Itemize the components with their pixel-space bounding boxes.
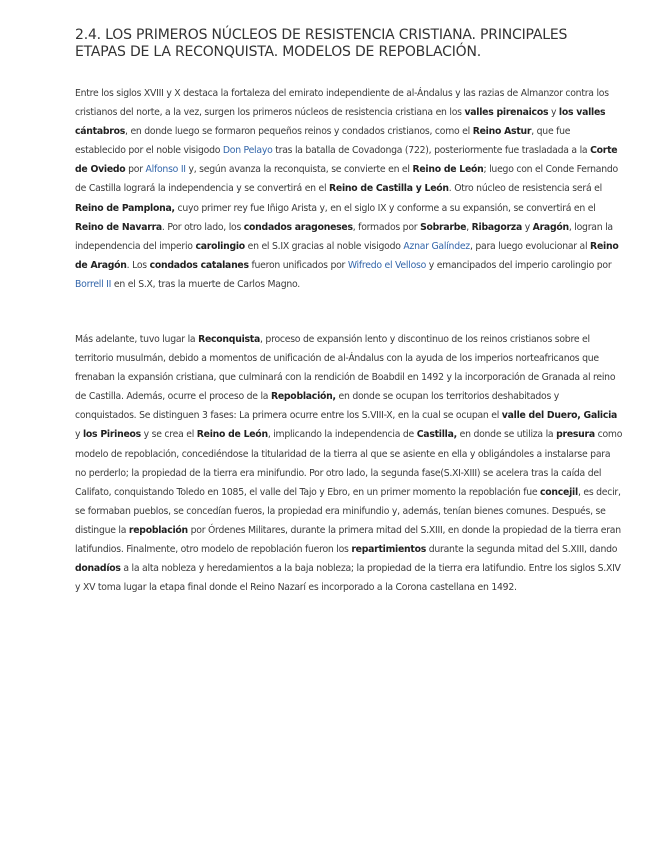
person-link[interactable]: Borrell II (75, 278, 112, 290)
bold-term: Reino Astur (472, 126, 532, 138)
bold-link-term[interactable]: presura (556, 429, 595, 441)
paragraph-early-kingdoms (75, 84, 623, 294)
bold-term: donadíos (75, 563, 121, 575)
person-link[interactable]: Alfonso II (145, 164, 186, 176)
paragraph-reconquista (75, 330, 623, 597)
text-run: , implicando la independencia de (267, 429, 417, 441)
text-run: , para luego evolucionar al (469, 240, 591, 252)
bold-term: Aragón (532, 221, 569, 233)
bold-link-term[interactable]: concejil (540, 486, 578, 498)
text-run: y (75, 429, 83, 441)
bold-term: valles pirenaicos (464, 107, 549, 119)
text-run: Entre los siglos XVIII y X destaca la fortaleza del emirato independiente de al-Ándalus y las razias de Almanzor contra los cristianos del norte, a la vez, surgen los primeros núcleos de resistencia cristiana en los (75, 88, 609, 119)
text-run: en donde se ocupan los territorios deshabitados y conquistados. Se distinguen 3 fases: La primera ocurre entre los S.VIII-X, en la cual se ocupan el (75, 391, 560, 422)
bold-term: Reino de Navarra (75, 221, 162, 233)
text-run: . Por otro lado, los (161, 221, 244, 233)
text-run: , que fue establecido por el noble visigodo (75, 126, 571, 157)
text-run: , en donde luego se formaron pequeños reinos y condados cristianos, como el (125, 126, 473, 138)
text-run: . Otro núcleo de resistencia será el (448, 183, 602, 195)
text-run: en el S.X, tras la muerte de Carlos Magno. (111, 278, 300, 290)
text-run: . Los (126, 259, 150, 271)
bold-term: Reino de Pamplona, (75, 202, 175, 214)
bold-term: Corte de Oviedo (75, 145, 618, 176)
text-run: , (466, 221, 472, 233)
bold-term: valle del Duero, Galicia (501, 410, 618, 422)
person-link[interactable]: Wifredo el Velloso (347, 259, 427, 271)
text-run: y (548, 107, 559, 119)
text-run: fueron unificados por (248, 259, 348, 271)
bold-term: repoblación (128, 524, 188, 536)
person-link[interactable]: Aznar Galíndez (403, 240, 470, 252)
text-run: , es decir, se formaban pueblos, se concedían fueros, la propiedad era minifundio y, además, tenían bienes comunes. Después, se distingue la (75, 486, 621, 536)
bold-term: Reino de Aragón (75, 240, 619, 271)
person-link[interactable]: Don Pelayo (222, 145, 273, 157)
bold-term: Repoblación, (270, 391, 336, 403)
text-run: cuyo primer rey fue Iñigo Arista y, en el siglo IX y conforme a su expansión, se convertirá en el (174, 202, 596, 214)
bold-term: Ribagorza (471, 221, 522, 233)
text-run: , proceso de expansión lento y discontinuo de los reinos cristianos sobre el territorio musulmán, debido a momentos de unificación de al-Ándalus con la ayuda de los imperios norteafricanos que frenaban la expansión cristiana, que culminará con la rendición de Boabdil en 1492 y la incorporación de Granada al reino de Castilla. Además, ocurre el proceso de la (75, 334, 616, 403)
section-heading: 2.4. LOS PRIMEROS NÚCLEOS DE RESISTENCIA CRISTIANA. PRINCIPALES ETAPAS DE LA RECONQUISTA. MODELOS DE REPOBLACIÓN. (75, 27, 568, 60)
text-run: en el S.IX gracias al noble visigodo (244, 240, 404, 252)
bold-term: condados catalanes (149, 259, 249, 271)
bold-term: Reconquista (198, 334, 261, 345)
text-run: durante la segunda mitad del S.XIII, dando (426, 544, 618, 556)
text-run: y se crea el (140, 429, 197, 441)
text-run: ; luego con el Conde Fernando de Castilla logrará la independencia y se convertirá en el (75, 164, 618, 195)
bold-term: carolingio (195, 240, 245, 252)
bold-term: Reino de León (196, 429, 268, 441)
bold-term: condados aragoneses (243, 221, 353, 233)
text-run: y, según avanza la reconquista, se convierte en el (185, 164, 413, 176)
text-run: en donde se utiliza la (456, 429, 557, 441)
bold-term: los Pirineos (82, 429, 141, 441)
text-run: a la alta nobleza y heredamientos a la baja nobleza; la propiedad de la tierra era latifundio. Entre los siglos S.XIV y XV toma lugar la etapa final donde el Reino Nazarí es incorporado a la Corona castellana en 1492. (75, 563, 621, 594)
text-run: , formados por (352, 221, 421, 233)
bold-term: Castilla, (416, 429, 457, 441)
text-run: como modelo de repoblación, concediéndose la titularidad de la tierra al que se asiente en ella y obligándoles a instalarse para no perderlo; la propiedad de la tierra era minifundio. Por otro lado, la segunda fase(S.XI-XIII) se acelera tras la caída del Califato, conquistando Toledo en 1085, el valle del Tajo y Ebro, en un primer momento la repoblación fue (75, 429, 623, 498)
text-run: , logran la independencia del imperio (75, 221, 613, 252)
text-run: tras la batalla de Covadonga (722), posteriormente fue trasladada a la (272, 145, 591, 157)
bold-term: Reino de León (412, 164, 484, 176)
bold-term: repartimientos (351, 544, 427, 556)
text-run: y emancipados del imperio carolingio por (426, 259, 612, 271)
bold-term: Reino de Castilla y León (329, 183, 449, 195)
text-run: Más adelante, tuvo lugar la (75, 334, 199, 345)
bold-term: Sobrarbe (420, 221, 467, 233)
text-run: por Órdenes Militares, durante la primera mitad del S.XIII, en donde la propiedad de la tierra eran latifundios. Finalmente, otro modelo de repoblación fueron los (75, 524, 621, 556)
text-run: por (125, 164, 146, 176)
text-run: y (521, 221, 533, 233)
bold-term: los valles cántabros (75, 107, 606, 138)
